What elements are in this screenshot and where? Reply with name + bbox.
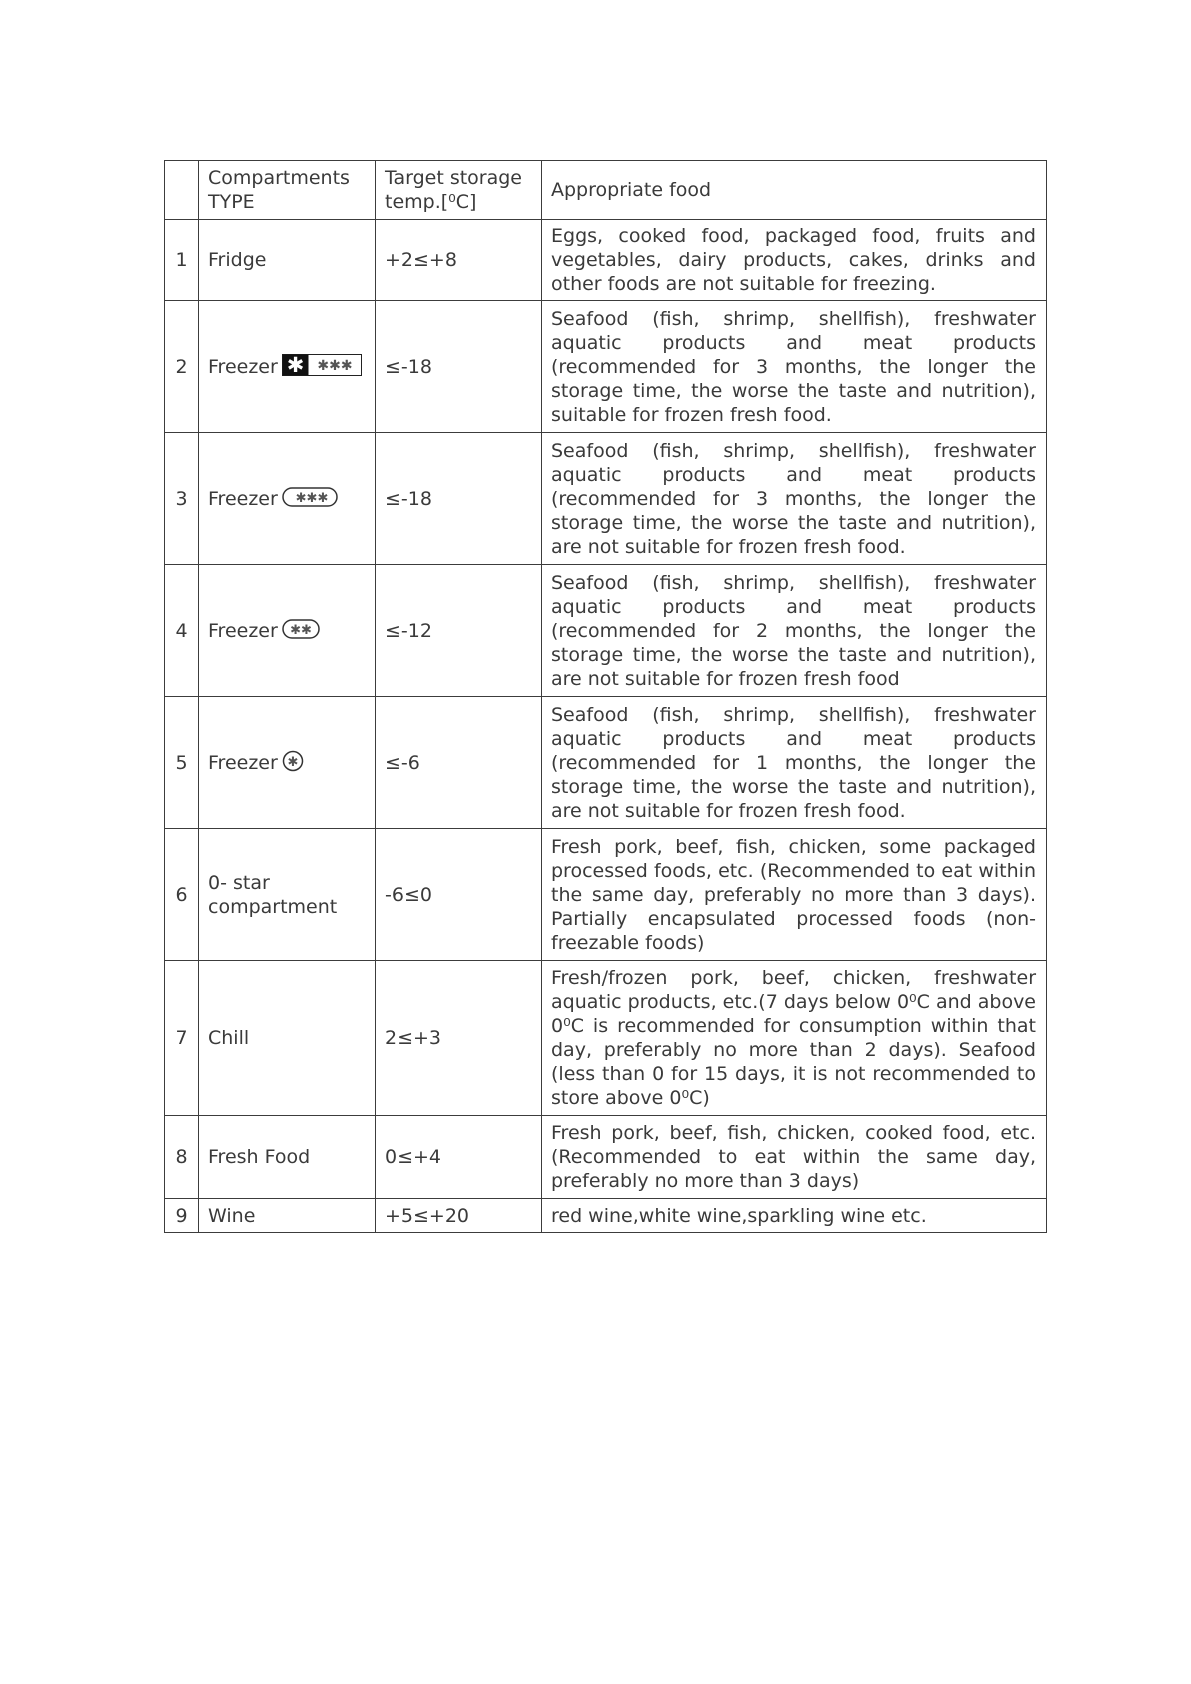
- compartment-type: Freezer: [208, 619, 278, 642]
- target-temp: 2≤+3: [376, 961, 542, 1116]
- table-row: [165, 697, 1047, 829]
- header-target-temp: Target storage temp.[⁰C]: [376, 161, 542, 220]
- appropriate-food: Seafood (fish, shrimp, shellfish), freshwater aquatic products and meat products (recommended for 3 months, the longer the storage time, the worse the taste and nutrition), are not suitable for frozen fresh food.: [542, 433, 1047, 565]
- header-number: [165, 161, 199, 220]
- appropriate-food: Fresh pork, beef, fish, chicken, cooked food, etc. (Recommended to eat within the same day, preferably no more than 3 days): [542, 1116, 1047, 1199]
- compartment-type: Wine: [208, 1204, 256, 1227]
- svg-text:✱✱: ✱✱: [289, 623, 312, 638]
- table-row: [165, 301, 1047, 433]
- target-temp: +5≤+20: [376, 1199, 542, 1233]
- svg-text:✱✱✱: ✱✱✱: [295, 491, 329, 506]
- appropriate-food: Seafood (fish, shrimp, shellfish), freshwater aquatic products and meat products (recommended for 1 months, the longer the storage time, the worse the taste and nutrition), are not suitable for frozen fresh food.: [542, 697, 1047, 829]
- row-number: 4: [165, 565, 199, 697]
- target-temp: ≤-18: [376, 301, 542, 433]
- compartment-type-cell: [199, 961, 376, 1116]
- target-temp: -6≤0: [376, 829, 542, 961]
- row-number: 1: [165, 220, 199, 301]
- table-header-row: [165, 161, 1047, 220]
- compartment-type-cell: [199, 829, 376, 961]
- compartments-table: [164, 160, 1047, 1233]
- compartment-type-cell: [199, 565, 376, 697]
- compartment-type: Fresh Food: [208, 1146, 311, 1168]
- header-compartment-type: Compartments TYPE: [199, 161, 376, 220]
- appropriate-food: Seafood (fish, shrimp, shellfish), freshwater aquatic products and meat products (recommended for 3 months, the longer the storage time, the worse the taste and nutrition), suitable for frozen fresh food.: [542, 301, 1047, 433]
- table-row: [165, 433, 1047, 565]
- header-appropriate-food: Appropriate food: [542, 161, 1047, 220]
- compartment-type-cell: [199, 301, 376, 433]
- row-number: 5: [165, 697, 199, 829]
- row-number: 8: [165, 1116, 199, 1199]
- appropriate-food: Fresh/frozen pork, beef, chicken, freshwater aquatic products, etc.(7 days below 0⁰C and above 0⁰C is recommended for consumption within that day, preferably no more than 2 days). Seafood (less than 0 for 15 days, it is not recommended to store above 0⁰C): [542, 961, 1047, 1116]
- compartment-type: Freezer: [208, 487, 278, 510]
- two-star-freezer-icon: [282, 619, 320, 639]
- table-body: [165, 220, 1047, 1233]
- compartment-type-cell: [199, 1116, 376, 1199]
- compartment-type: Freezer: [208, 355, 278, 378]
- compartment-type-cell: [199, 697, 376, 829]
- compartment-type: Fridge: [208, 249, 267, 271]
- table-row: [165, 1116, 1047, 1199]
- one-star-freezer-icon: [282, 750, 304, 772]
- row-number: 3: [165, 433, 199, 565]
- compartment-type-cell: [199, 1199, 376, 1233]
- appropriate-food: Eggs, cooked food, packaged food, fruits and vegetables, dairy products, cakes, drinks and other foods are not suitable for freezing.: [542, 220, 1047, 301]
- compartment-type: 0- star compartment: [208, 871, 338, 918]
- row-number: 9: [165, 1199, 199, 1233]
- table-row: [165, 829, 1047, 961]
- table-row: [165, 961, 1047, 1116]
- svg-text:✱: ✱: [286, 354, 305, 376]
- row-number: 2: [165, 301, 199, 433]
- appropriate-food: Fresh pork, beef, fish, chicken, some packaged processed foods, etc. (Recommended to eat within the same day, preferably no more than 3 days). Partially encapsulated processed foods (non-freezable foods): [542, 829, 1047, 961]
- target-temp: ≤-18: [376, 433, 542, 565]
- row-number: 7: [165, 961, 199, 1116]
- compartment-type: Freezer: [208, 751, 278, 774]
- appropriate-food: red wine,white wine,sparkling wine etc.: [542, 1199, 1047, 1233]
- compartment-type-cell: [199, 433, 376, 565]
- target-temp: ≤-12: [376, 565, 542, 697]
- table-row: [165, 220, 1047, 301]
- row-number: 6: [165, 829, 199, 961]
- appropriate-food: Seafood (fish, shrimp, shellfish), freshwater aquatic products and meat products (recommended for 2 months, the longer the storage time, the worse the taste and nutrition), are not suitable for frozen fresh food: [542, 565, 1047, 697]
- three-star-freezer-icon: [282, 487, 338, 507]
- svg-text:✱: ✱: [287, 755, 299, 770]
- table-row: [165, 565, 1047, 697]
- four-star-freezer-icon: [282, 354, 362, 376]
- target-temp: 0≤+4: [376, 1116, 542, 1199]
- svg-text:✱✱✱: ✱✱✱: [317, 358, 353, 374]
- target-temp: +2≤+8: [376, 220, 542, 301]
- compartment-type-cell: [199, 220, 376, 301]
- compartment-type: Chill: [208, 1027, 250, 1049]
- table-row: [165, 1199, 1047, 1233]
- target-temp: ≤-6: [376, 697, 542, 829]
